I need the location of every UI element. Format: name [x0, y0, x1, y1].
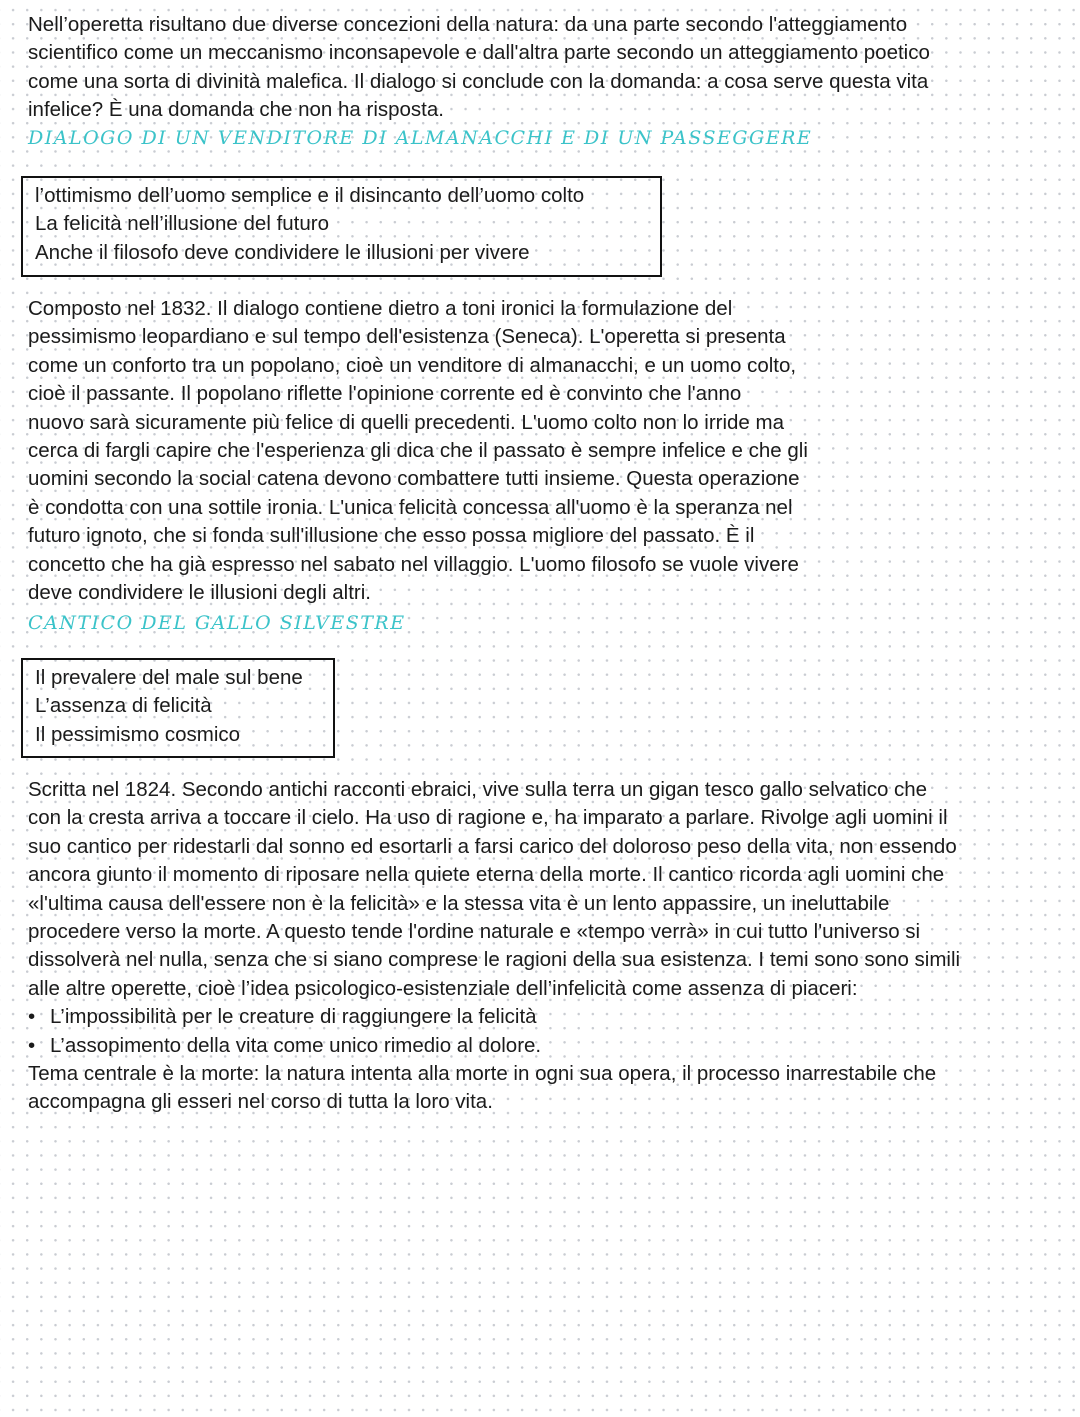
- body-paragraph-almanacchi: [28, 295, 808, 607]
- text-line: cioè il passante. Il popolano riflette l'opinione corrente ed è convinto che l'anno: [28, 382, 742, 406]
- text-line: alle altre operette, cioè l’idea psicologico-esistenziale dell’infelicità come assenza di piaceri:: [28, 976, 858, 1000]
- text-line: concetto che ha già espresso nel sabato nel villaggio. L'uomo filosofo se vuole vivere: [28, 552, 799, 576]
- text-line: futuro ignoto, che si fonda sull'illusione che esso possa migliore del passato. È il: [28, 524, 755, 548]
- text-line: come una sorta di divinità malefica. Il dialogo si conclude con la domanda: a cosa serve questa vita: [28, 69, 929, 93]
- summary-box-almanacchi: [21, 176, 662, 277]
- list-item: [28, 1032, 960, 1060]
- box-line: l’ottimismo dell’uomo semplice e il disincanto dell’uomo colto: [35, 184, 585, 207]
- text-line: dissolverà nel nulla, senza che si siano comprese le ragioni della sua esistenza. I temi sono sono simili: [28, 948, 961, 972]
- text-line: accompagna gli esseri nel corso di tutta la loro vita.: [28, 1090, 493, 1114]
- text-line: Nell’operetta risultano due diverse concezioni della natura: da una parte secondo l'atteggiamento: [28, 13, 908, 36]
- text-line: scientifico come un meccanismo inconsapevole e dall'altra parte secondo un atteggiamento poetico: [28, 41, 930, 65]
- intro-paragraph: [28, 11, 930, 125]
- text-line: deve condividere le illusioni degli altri.: [28, 581, 371, 605]
- text-line: ancora giunto il momento di riposare nella quiete eterna della morte. Il cantico ricorda agli uomini che: [28, 863, 945, 887]
- text-line: infelice? È una domanda che non ha risposta.: [28, 98, 444, 122]
- text-line: procedere verso la morte. A questo tende l'ordine naturale e «tempo verrà» in cui tutto l'universo si: [28, 920, 921, 944]
- body-paragraph-gallo-silvestre: [28, 776, 960, 1117]
- summary-box-gallo-silvestre: [21, 658, 335, 758]
- box-line: La felicità nell’illusione del futuro: [35, 212, 330, 236]
- text-line: cerca di fargli capire che l'esperienza gli dica che il passato è sempre infelice e che gli: [28, 439, 808, 463]
- text-line: suo cantico per ridestarli dal sonno ed esortarli a farsi carico del doloroso peso della vita, non essendo: [28, 834, 957, 858]
- text-line: Tema centrale è la morte: la natura intenta alla morte in ogni sua opera, il processo inarrestabile che: [28, 1062, 937, 1086]
- text-line: con la cresta arriva a toccare il cielo. Ha uso di ragione e, ha imparato a parlare. Rivolge agli uomini il: [28, 806, 948, 830]
- text-line: Composto nel 1832. Il dialogo contiene dietro a toni ironici la formulazione del: [28, 297, 733, 320]
- text-line: Scritta nel 1824. Secondo antichi racconti ebraici, vive sulla terra un gigan tesco gallo selvatico che: [28, 778, 928, 801]
- text-line: pessimismo leopardiano e sul tempo dell'esistenza (Seneca). L'operetta si presenta: [28, 325, 786, 349]
- section-heading-almanacchi: DIALOGO DI UN VENDITORE DI ALMANACCHI E DI UN PASSEGGERE: [28, 127, 813, 149]
- box-line: Il prevalere del male sul bene: [35, 666, 303, 689]
- list-item-text: L’impossibilità per le creature di raggiungere la felicità: [50, 1005, 537, 1029]
- list-item-text: L’assopimento della vita come unico rimedio al dolore.: [50, 1033, 542, 1057]
- bullet-icon: •: [28, 1033, 36, 1057]
- box-line: Il pessimismo cosmico: [35, 722, 241, 746]
- text-line: nuovo sarà sicuramente più felice di quelli precedenti. L'uomo colto non lo irride ma: [28, 410, 784, 434]
- text-line: «l'ultima causa dell'essere non è la felicità» e la stessa vita è un lento appassire, un ineluttabile: [28, 891, 890, 915]
- text-line: è condotta con una sottile ironia. L'unica felicità concessa all'uomo è la speranza nel: [28, 495, 793, 519]
- text-line: uomini secondo la social catena devono combattere tutti insieme. Questa operazione: [28, 467, 800, 491]
- list-item: [28, 1003, 960, 1031]
- section-heading-gallo-silvestre: CANTICO DEL GALLO SILVESTRE: [28, 612, 406, 634]
- bullet-icon: •: [28, 1005, 36, 1029]
- box-line: Anche il filosofo deve condividere le illusioni per vivere: [35, 240, 530, 264]
- box-line: L’assenza di felicità: [35, 694, 212, 718]
- text-line: come un conforto tra un popolano, cioè un venditore di almanacchi, e un uomo colto,: [28, 353, 797, 377]
